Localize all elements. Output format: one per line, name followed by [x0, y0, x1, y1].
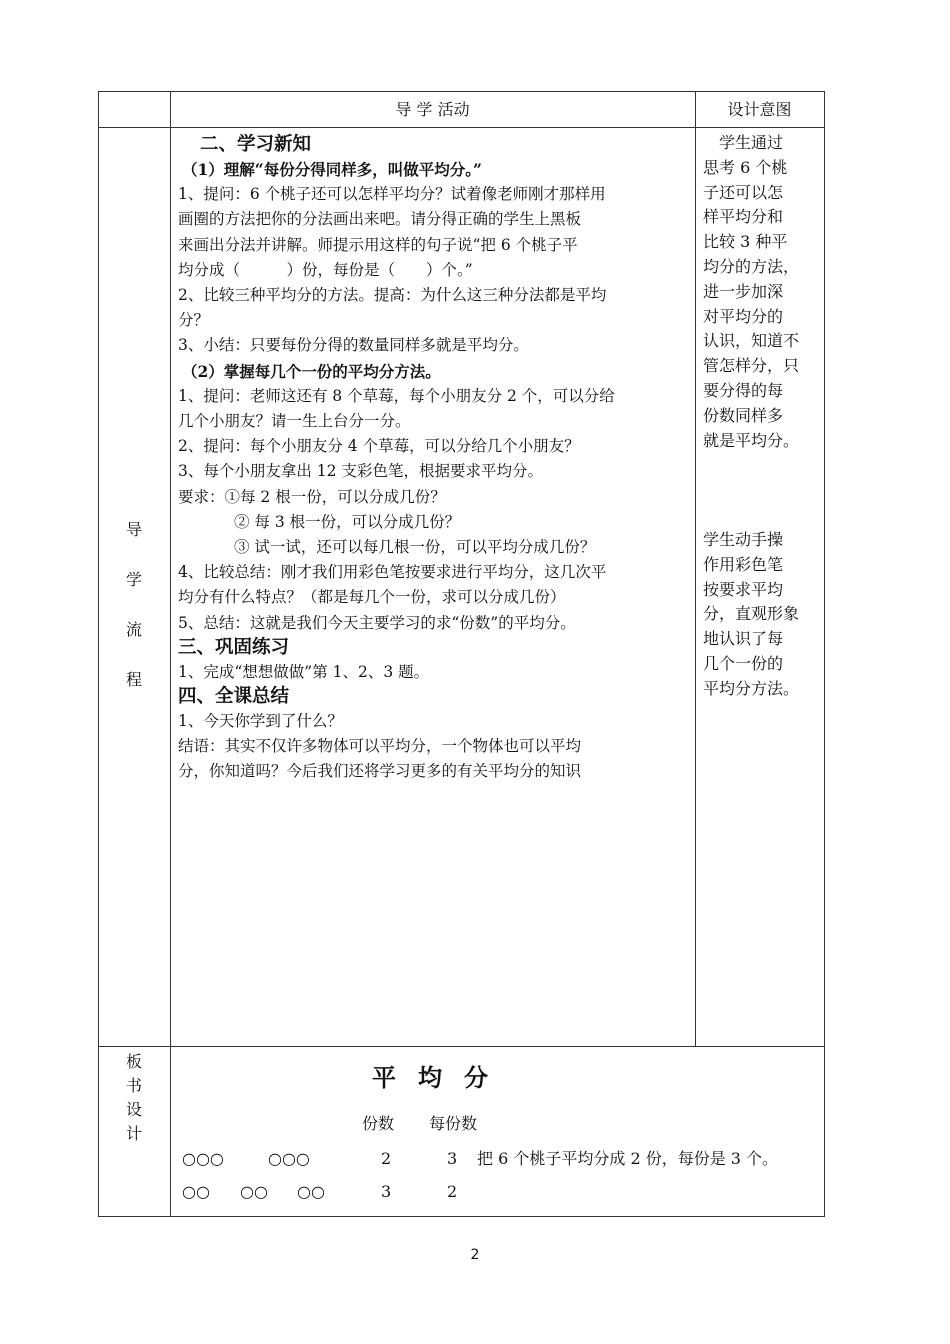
- note-line: 思考 6 个桃: [703, 157, 788, 177]
- note-line: 作用彩色笔: [703, 554, 784, 574]
- page-number: 2: [470, 1247, 480, 1263]
- header-row-divider: [98, 127, 825, 128]
- text-line: 来画出分法并讲解。师提示用这样的句子说“把 6 个桃子平: [178, 235, 578, 254]
- note-line: 均分的方法，: [703, 256, 800, 276]
- text-line: 均分成（ ）份，每份是（ ）个。”: [178, 260, 473, 279]
- header-activity: 导 学 活动: [395, 100, 470, 119]
- label-column-divider: [170, 91, 171, 1217]
- board-col-each: 每份数: [429, 1114, 478, 1133]
- text-line: 1、提问：6 个桃子还可以怎样平均分？试着像老师刚才那样用: [178, 185, 606, 204]
- board-circles: ○○○: [182, 1149, 224, 1168]
- note-line: 学生通过: [703, 133, 784, 152]
- board-parts-value: 2: [381, 1149, 392, 1168]
- board-circles: ○○○: [268, 1149, 310, 1168]
- note-line: 样平均分和: [703, 207, 784, 227]
- text-line: 分，你知道吗？今后我们还将学习更多的有关平均分的知识: [178, 762, 582, 781]
- board-parts-value: 3: [381, 1182, 392, 1201]
- board-sentence: 把 6 个桃子平均分成 2 份，每份是 3 个。: [477, 1149, 779, 1168]
- side-char: 学: [125, 570, 142, 589]
- subsection-heading: （1）理解“每份分得同样多，叫做平均分。”: [182, 160, 482, 179]
- note-line: 进一步加深: [703, 281, 784, 301]
- side-char: 计: [125, 1124, 142, 1143]
- text-line: 要求：①每 2 根一份，可以分成几份？: [178, 487, 446, 506]
- text-line: ② 每 3 根一份，可以分成几份？: [234, 512, 461, 531]
- text-line: 1、提问：老师这还有 8 个草莓，每个小朋友分 2 个，可以分给: [178, 386, 615, 405]
- board-circles: ○○: [297, 1182, 325, 1201]
- side-char: 设: [125, 1100, 142, 1119]
- table-border-right: [824, 91, 825, 1217]
- subsection-heading: （2）掌握每几个一份的平均分方法。: [182, 361, 441, 381]
- note-line: 学生动手操: [703, 530, 784, 549]
- note-line: 对平均分的: [703, 306, 784, 326]
- text-line: 3、小结：只要每份分得的数量同样多就是平均分。: [178, 336, 529, 355]
- text-line: 分？: [178, 311, 210, 330]
- intent-column-divider: [695, 91, 696, 1047]
- note-line: 比较 3 种平: [703, 232, 788, 252]
- side-char: 流: [125, 620, 142, 639]
- header-intent: 设计意图: [727, 100, 792, 119]
- text-line: 画圈的方法把你的分法画出来吧。请分得正确的学生上黑板: [178, 210, 582, 229]
- section-heading: 四、全课总结: [178, 686, 290, 708]
- side-char: 板: [125, 1052, 142, 1071]
- note-line: 分，直观形象: [703, 604, 800, 624]
- section-heading: 三、巩固练习: [178, 636, 290, 658]
- text-line: 3、每个小朋友拿出 12 支彩色笔，根据要求平均分。: [178, 462, 543, 481]
- text-line: 2、提问：每个小朋友分 4 个草莓，可以分给几个小朋友？: [178, 437, 580, 456]
- table-border-top: [98, 91, 825, 92]
- note-line: 地认识了每: [703, 629, 784, 649]
- note-line: 几个一份的: [703, 653, 784, 673]
- side-char: 程: [125, 670, 142, 689]
- intent-note-2: [703, 528, 821, 702]
- note-line: 管怎样分，只: [703, 356, 800, 376]
- note-line: 子还可以怎: [703, 182, 784, 202]
- board-circles: ○○: [182, 1182, 210, 1201]
- text-line: 均分有什么特点？（都是每几个一份，求可以分成几份）: [178, 588, 566, 607]
- text-line: 2、比较三种平均分的方法。提高：为什么这三种分法都是平均: [178, 286, 607, 305]
- board-col-parts: 份数: [362, 1114, 395, 1133]
- intent-note-1: [703, 131, 821, 453]
- board-title: 平均分: [372, 1063, 510, 1092]
- note-line: 份数同样多: [703, 405, 784, 425]
- side-char: 导: [125, 520, 142, 539]
- board-circles: ○○: [240, 1182, 268, 1201]
- section-heading: 二、学习新知: [200, 134, 312, 155]
- note-line: 要分得的每: [703, 380, 784, 400]
- text-line: 结语：其实不仅许多物体可以平均分，一个物体也可以平均: [178, 737, 582, 756]
- text-line: ③ 试一试，还可以每几根一份，可以平均分成几份？: [234, 538, 596, 557]
- process-row-divider: [98, 1046, 825, 1047]
- activity-content: [178, 133, 690, 785]
- note-line: 平均分方法。: [703, 678, 800, 698]
- board-each-value: 2: [447, 1182, 458, 1201]
- side-char: 书: [125, 1076, 142, 1095]
- text-line: 1、完成“想想做做”第 1、2、3 题。: [178, 662, 430, 681]
- side-label-board: [99, 1050, 169, 1146]
- note-line: 认识，知道不: [703, 331, 800, 351]
- table-border-bottom: [98, 1216, 825, 1217]
- note-line: 按要求平均: [703, 579, 784, 599]
- board-each-value: 3: [447, 1149, 458, 1168]
- text-line: 1、今天你学到了什么？: [178, 712, 343, 731]
- note-line: 就是平均分。: [703, 430, 800, 450]
- text-line: 5、总结：这就是我们今天主要学习的求“份数”的平均分。: [178, 613, 576, 632]
- side-label-process: [99, 505, 169, 705]
- text-line: 几个小朋友？请一生上台分一分。: [178, 412, 411, 431]
- text-line: 4、比较总结：刚才我们用彩色笔按要求进行平均分，这几次平: [178, 563, 607, 582]
